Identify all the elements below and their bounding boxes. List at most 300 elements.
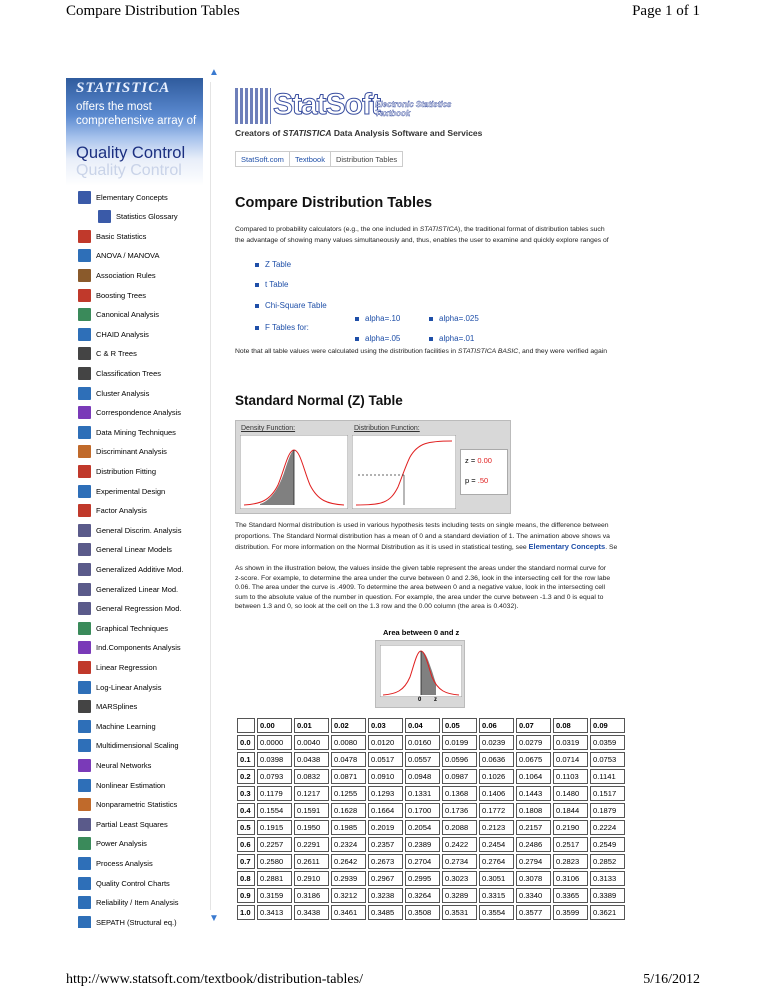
logo-grid-icon bbox=[235, 88, 271, 124]
rules-icon bbox=[78, 269, 91, 282]
tree-icon bbox=[78, 328, 91, 341]
ml-icon bbox=[78, 720, 91, 733]
loglinear-icon bbox=[78, 681, 91, 694]
z-table-cell: 0.1179 bbox=[257, 786, 292, 801]
sidebar-item-label: Reliability / Item Analysis bbox=[96, 898, 179, 908]
z-table-cell: 0.0596 bbox=[442, 752, 477, 767]
z-table-cell: 0.1141 bbox=[590, 769, 625, 784]
table-row bbox=[237, 803, 625, 818]
correspondence-icon bbox=[78, 406, 91, 419]
table-row bbox=[237, 888, 625, 903]
sidebar-item-label: Neural Networks bbox=[96, 760, 152, 770]
tree-icon bbox=[78, 367, 91, 380]
z-table-cell: 0.3133 bbox=[590, 871, 625, 886]
z-table-cell: 0.3485 bbox=[368, 905, 403, 920]
sidebar-item[interactable] bbox=[78, 325, 149, 343]
z-table-cell: 0.3106 bbox=[553, 871, 588, 886]
z-table-cell: 0.1772 bbox=[479, 803, 514, 818]
z-table-row-header: 0.0 bbox=[237, 735, 255, 750]
sidebar-item-label: Power Analysis bbox=[96, 839, 147, 849]
z-table-header-row bbox=[237, 718, 625, 733]
graph-icon bbox=[78, 622, 91, 635]
z-table-cell: 0.2580 bbox=[257, 854, 292, 869]
sidebar-item[interactable] bbox=[78, 580, 178, 598]
breadcrumb-current: Distribution Tables bbox=[335, 155, 398, 164]
para2-l3: 0.06. The area under the curve is .4909. To determine the area between 0 and a negative value, look in the intersecting cell bbox=[235, 584, 606, 591]
sidebar-item[interactable] bbox=[78, 658, 157, 676]
z-table-cell: 0.2910 bbox=[294, 871, 329, 886]
print-footer-date: 5/16/2012 bbox=[643, 972, 700, 987]
z-table-column-header: 0.07 bbox=[516, 718, 551, 733]
distribution-function-label: Distribution Function: bbox=[354, 425, 420, 432]
z-table-cell: 0.2324 bbox=[331, 837, 366, 852]
sidebar-item-label: Process Analysis bbox=[96, 858, 153, 868]
sidebar-item-label: Log-Linear Analysis bbox=[96, 682, 162, 692]
gda-icon bbox=[78, 524, 91, 537]
table-row bbox=[237, 905, 625, 920]
para2-l2: z-score. For example, to determine the area under the curve between 0 and 2.36, look in the intersecting cell for the row labe bbox=[235, 574, 611, 582]
intro-l1c: ), the traditional format of distribution tables such bbox=[458, 226, 605, 233]
z-table-cell: 0.3461 bbox=[331, 905, 366, 920]
z-table-cell: 0.3554 bbox=[479, 905, 514, 920]
z-table-cell: 0.3315 bbox=[479, 888, 514, 903]
z-table-cell: 0.0753 bbox=[590, 752, 625, 767]
z-table-cell: 0.2157 bbox=[516, 820, 551, 835]
alpha-025-link[interactable]: alpha=.025 bbox=[429, 314, 479, 323]
sidebar-item-label: CHAID Analysis bbox=[96, 329, 149, 339]
z-table-cell: 0.0120 bbox=[368, 735, 403, 750]
nonparametric-icon bbox=[78, 798, 91, 811]
z-table-cell: 0.3264 bbox=[405, 888, 440, 903]
z-table-row-header: 0.6 bbox=[237, 837, 255, 852]
z-table-column-header: 0.08 bbox=[553, 718, 588, 733]
sidebar-item-label: Factor Analysis bbox=[96, 506, 147, 516]
sidebar-item[interactable] bbox=[78, 364, 161, 382]
z-table-cell: 0.1368 bbox=[442, 786, 477, 801]
z-table-cell: 0.0000 bbox=[257, 735, 292, 750]
sidebar-item[interactable] bbox=[78, 835, 147, 853]
z-table-cell: 0.1591 bbox=[294, 803, 329, 818]
print-header-page: Page 1 of 1 bbox=[632, 3, 700, 19]
z-table-cell: 0.3186 bbox=[294, 888, 329, 903]
density-plot bbox=[240, 435, 348, 509]
z-table-cell: 0.1808 bbox=[516, 803, 551, 818]
z-table-cell: 0.1026 bbox=[479, 769, 514, 784]
print-header bbox=[0, 0, 768, 30]
para2-l5: between 1.3 and 0, so look at the cell on the 1.3 row and the 0.00 column (the area is 0.4032). bbox=[235, 603, 519, 610]
z-table-cell: 0.3159 bbox=[257, 888, 292, 903]
sidebar-item[interactable] bbox=[78, 619, 168, 637]
z-table-cell: 0.0910 bbox=[368, 769, 403, 784]
book-icon bbox=[98, 210, 111, 223]
sidebar-item[interactable] bbox=[78, 404, 181, 422]
tree-icon bbox=[78, 347, 91, 360]
sidebar-item[interactable] bbox=[78, 737, 179, 755]
sidebar-item[interactable] bbox=[78, 345, 137, 363]
z-table-cell: 0.2642 bbox=[331, 854, 366, 869]
banner-brand: STATISTICA bbox=[76, 80, 171, 96]
distribution-applet[interactable] bbox=[235, 420, 511, 514]
p-readout-label: p = bbox=[465, 476, 476, 485]
z-table-cell: 0.0319 bbox=[553, 735, 588, 750]
z-table-column-header: 0.03 bbox=[368, 718, 403, 733]
ica-icon bbox=[78, 641, 91, 654]
z-table-cell: 0.0557 bbox=[405, 752, 440, 767]
z-table-cell: 0.0040 bbox=[294, 735, 329, 750]
process-icon bbox=[78, 857, 91, 870]
breadcrumb-statsoft[interactable]: StatSoft.com bbox=[236, 152, 290, 166]
sidebar-item-label: SEPATH (Structural eq.) bbox=[96, 917, 177, 927]
z-table-cell: 0.1331 bbox=[405, 786, 440, 801]
sidebar-item[interactable] bbox=[78, 874, 170, 892]
z-table-cell: 0.2611 bbox=[294, 854, 329, 869]
z-table-cell: 0.0636 bbox=[479, 752, 514, 767]
sidebar-item-label: Elementary Concepts bbox=[96, 192, 168, 202]
z-table-cell: 0.0398 bbox=[257, 752, 292, 767]
z-table-cell: 0.2257 bbox=[257, 837, 292, 852]
statsoft-logo[interactable] bbox=[235, 88, 465, 128]
scrollbar-track[interactable] bbox=[210, 82, 218, 910]
z-table-row-header: 0.8 bbox=[237, 871, 255, 886]
sidebar-item-label: Ind.Components Analysis bbox=[96, 643, 181, 653]
sidebar-item-label: Nonlinear Estimation bbox=[96, 780, 166, 790]
mining-icon bbox=[78, 426, 91, 439]
breadcrumb bbox=[235, 151, 403, 167]
z-table-cell: 0.1293 bbox=[368, 786, 403, 801]
area-figure bbox=[375, 640, 465, 708]
z-table-row-header: 1.0 bbox=[237, 905, 255, 920]
sidebar-item[interactable] bbox=[78, 913, 177, 928]
sidebar-item-label: General Discrim. Analysis bbox=[96, 525, 182, 535]
sidebar-item-label: Graphical Techniques bbox=[96, 623, 168, 633]
para1-l3a: distribution. For more information on the Normal Distribution as it is used in statistical testing, see bbox=[235, 544, 529, 551]
gam-icon bbox=[78, 563, 91, 576]
mds-icon bbox=[78, 739, 91, 752]
z-table-cell: 0.0987 bbox=[442, 769, 477, 784]
z-table-cell: 0.1103 bbox=[553, 769, 588, 784]
banner-headline: Quality Control bbox=[76, 144, 186, 162]
elementary-concepts-link[interactable]: Elementary Concepts bbox=[528, 542, 606, 551]
z-table-cell: 0.0279 bbox=[516, 735, 551, 750]
z-table-cell: 0.0359 bbox=[590, 735, 625, 750]
chart-icon bbox=[78, 230, 91, 243]
sidebar-item-label: Machine Learning bbox=[96, 721, 156, 731]
sidebar-item-label: Canonical Analysis bbox=[96, 310, 159, 320]
z-readout bbox=[465, 456, 492, 465]
density-function-label: Density Function: bbox=[241, 425, 296, 432]
para2-l1: As shown in the illustration below, the values inside the given table represent the areas under the standard normal curve for bbox=[235, 565, 607, 572]
intro-l1b: STATISTICA bbox=[419, 226, 459, 233]
z-table-cell: 0.2734 bbox=[442, 854, 477, 869]
sidebar-item[interactable] bbox=[78, 188, 168, 206]
z-table-cell: 0.3365 bbox=[553, 888, 588, 903]
z-table-cell: 0.3023 bbox=[442, 871, 477, 886]
sidebar-item-label: MARSplines bbox=[96, 702, 138, 712]
standard-normal-description bbox=[235, 521, 702, 554]
sidebar-item[interactable] bbox=[78, 384, 149, 402]
sidebar-item[interactable] bbox=[78, 266, 156, 284]
table-row bbox=[237, 786, 625, 801]
sidebar-item[interactable] bbox=[78, 286, 146, 304]
sidebar bbox=[66, 68, 221, 928]
logo-name: StatSoft bbox=[273, 88, 380, 121]
p-readout bbox=[465, 476, 488, 485]
z-table-cell: 0.3508 bbox=[405, 905, 440, 920]
table-row bbox=[237, 820, 625, 835]
z-table-cell: 0.1480 bbox=[553, 786, 588, 801]
z-table-cell: 0.2357 bbox=[368, 837, 403, 852]
sidebar-item-label: Classification Trees bbox=[96, 368, 162, 378]
z-table-cell: 0.2673 bbox=[368, 854, 403, 869]
grid-icon bbox=[78, 249, 91, 262]
sidebar-item[interactable] bbox=[78, 521, 181, 539]
sidebar-item-label: Statistics Glossary bbox=[116, 212, 178, 222]
z-readout-label: z = bbox=[465, 456, 476, 465]
area-plot bbox=[380, 645, 462, 697]
z-table-row-header: 0.5 bbox=[237, 820, 255, 835]
sidebar-item-label: Association Rules bbox=[96, 270, 156, 280]
z-table-cell: 0.1517 bbox=[590, 786, 625, 801]
sidebar-item-label: Linear Regression bbox=[96, 662, 157, 672]
main-content bbox=[235, 68, 702, 948]
sidebar-item[interactable] bbox=[78, 443, 167, 461]
sidebar-item-label: Experimental Design bbox=[96, 486, 166, 496]
sidebar-item[interactable] bbox=[98, 208, 178, 226]
z-table-cell: 0.3621 bbox=[590, 905, 625, 920]
z-table-cell: 0.2088 bbox=[442, 820, 477, 835]
tree-icon bbox=[78, 289, 91, 302]
note-b: STATISTICA BASIC bbox=[457, 348, 519, 355]
sidebar-item-label: Discriminant Analysis bbox=[96, 447, 167, 457]
glm-icon bbox=[78, 543, 91, 556]
sidebar-item[interactable] bbox=[78, 678, 161, 696]
sidebar-item-label: Distribution Fitting bbox=[96, 466, 157, 476]
z-table-cell: 0.1700 bbox=[405, 803, 440, 818]
z-table-cell: 0.2764 bbox=[479, 854, 514, 869]
power-icon bbox=[78, 837, 91, 850]
z-table-cell: 0.2054 bbox=[405, 820, 440, 835]
statistica-banner[interactable] bbox=[66, 78, 203, 186]
t-table-link[interactable]: t Table bbox=[255, 280, 288, 289]
sidebar-item-label: General Regression Mod. bbox=[96, 604, 182, 614]
z-readout-value[interactable]: 0.00 bbox=[477, 456, 492, 465]
sidebar-item-label: C & R Trees bbox=[96, 349, 137, 359]
sidebar-item[interactable] bbox=[78, 227, 146, 245]
print-header-title: Compare Distribution Tables bbox=[66, 3, 240, 19]
sidebar-item[interactable] bbox=[78, 776, 165, 794]
z-table-cell: 0.1628 bbox=[331, 803, 366, 818]
table-row bbox=[237, 871, 625, 886]
z-table-column-header: 0.06 bbox=[479, 718, 514, 733]
nonlinear-icon bbox=[78, 779, 91, 792]
distribution-plot bbox=[352, 435, 456, 509]
sidebar-item-label: Multidimensional Scaling bbox=[96, 741, 179, 751]
sidebar-item[interactable] bbox=[78, 306, 159, 324]
z-table-cell: 0.1844 bbox=[553, 803, 588, 818]
creators-suffix: Data Analysis Software and Services bbox=[331, 128, 483, 138]
table-row bbox=[237, 837, 625, 852]
para2-l4: sum to the absolute value of the number in question. For example, the area under the curve between -1.3 and 0 is equal to bbox=[235, 593, 604, 601]
z-table-cell: 0.3289 bbox=[442, 888, 477, 903]
sidebar-item-label: Generalized Linear Mod. bbox=[96, 584, 179, 594]
sidebar-item[interactable] bbox=[78, 796, 177, 814]
area-figure-title: Area between 0 and z bbox=[383, 628, 460, 637]
z-table-cell: 0.0517 bbox=[368, 752, 403, 767]
z-table-cell: 0.1915 bbox=[257, 820, 292, 835]
breadcrumb-textbook[interactable]: Textbook bbox=[290, 152, 331, 166]
f-tables-label: F Tables for: bbox=[255, 323, 309, 332]
logo-tagline: Electronic Statistics Textbook bbox=[375, 100, 452, 118]
gzlm-icon bbox=[78, 583, 91, 596]
sidebar-item[interactable] bbox=[78, 482, 165, 500]
z-table-row-header: 0.4 bbox=[237, 803, 255, 818]
z-table-cell: 0.1736 bbox=[442, 803, 477, 818]
z-table-cell: 0.1406 bbox=[479, 786, 514, 801]
sidebar-item[interactable] bbox=[78, 854, 153, 872]
intro-l2: the advantage of showing many values simultaneously and, thus, enables the user to examine and quickly explore ranges of bbox=[235, 237, 609, 244]
discriminant-icon bbox=[78, 445, 91, 458]
z-table-cell: 0.2291 bbox=[294, 837, 329, 852]
z-table-row-header: 0.7 bbox=[237, 854, 255, 869]
sidebar-item-label: ANOVA / MANOVA bbox=[96, 251, 160, 261]
banner-reflection: Quality Control bbox=[76, 162, 182, 179]
z-table-cell: 0.1879 bbox=[590, 803, 625, 818]
fitting-icon bbox=[78, 465, 91, 478]
z-table-link[interactable]: Z Table bbox=[255, 260, 291, 269]
print-footer-url: http://www.statsoft.com/textbook/distribution-tables/ bbox=[66, 972, 363, 987]
z-table-cell: 0.0160 bbox=[405, 735, 440, 750]
z-table-cell: 0.0871 bbox=[331, 769, 366, 784]
alpha-05-link[interactable]: alpha=.05 bbox=[355, 334, 400, 343]
z-table-cell: 0.3078 bbox=[516, 871, 551, 886]
p-readout-value[interactable]: .50 bbox=[477, 476, 489, 485]
z-table-cell: 0.3413 bbox=[257, 905, 292, 920]
regression-icon bbox=[78, 661, 91, 674]
z-table-cell: 0.2995 bbox=[405, 871, 440, 886]
z-table-cell: 0.0080 bbox=[331, 735, 366, 750]
z-table-cell: 0.2967 bbox=[368, 871, 403, 886]
alpha-01-link[interactable]: alpha=.01 bbox=[429, 334, 474, 343]
z-table-column-header: 0.02 bbox=[331, 718, 366, 733]
z-table-cell: 0.2123 bbox=[479, 820, 514, 835]
sidebar-item[interactable] bbox=[78, 756, 151, 774]
pls-icon bbox=[78, 818, 91, 831]
z-table-cell: 0.0478 bbox=[331, 752, 366, 767]
sidebar-item-label: Correspondence Analysis bbox=[96, 408, 182, 418]
z-table-cell: 0.2881 bbox=[257, 871, 292, 886]
z-p-readout bbox=[460, 449, 508, 495]
sidebar-item-label: General Linear Models bbox=[96, 545, 172, 555]
banner-text bbox=[76, 100, 203, 128]
alpha-10-link[interactable]: alpha=.10 bbox=[355, 314, 400, 323]
sidebar-item-label: Cluster Analysis bbox=[96, 388, 150, 398]
grm-icon bbox=[78, 602, 91, 615]
design-icon bbox=[78, 485, 91, 498]
sidebar-item[interactable] bbox=[78, 502, 147, 520]
z-table-cell: 0.2486 bbox=[516, 837, 551, 852]
z-table-cell: 0.1950 bbox=[294, 820, 329, 835]
z-table-cell: 0.2517 bbox=[553, 837, 588, 852]
sidebar-item[interactable] bbox=[78, 247, 160, 265]
sidebar-item[interactable] bbox=[78, 815, 168, 833]
sidebar-item[interactable] bbox=[78, 698, 137, 716]
sidebar-item[interactable] bbox=[78, 639, 181, 657]
sidebar-item-label: Partial Least Squares bbox=[96, 819, 168, 829]
z-table-row-header: 0.9 bbox=[237, 888, 255, 903]
sidebar-item[interactable] bbox=[78, 894, 179, 912]
para1-l2: proportions. The Standard Normal distribution has a mean of 0 and a standard deviation of 1. The animation above shows va bbox=[235, 532, 610, 540]
sidebar-item[interactable] bbox=[78, 423, 176, 441]
sepath-icon bbox=[78, 916, 91, 928]
area-z-label: z bbox=[434, 697, 437, 703]
z-table-cell: 0.0714 bbox=[553, 752, 588, 767]
z-table-cell: 0.3438 bbox=[294, 905, 329, 920]
intro-l1a: Compared to probability calculators (e.g., the one included in bbox=[235, 226, 420, 233]
z-table-column-header: 0.05 bbox=[442, 718, 477, 733]
chi-square-table-link[interactable]: Chi-Square Table bbox=[255, 301, 327, 310]
note-a: Note that all table values were calculated using the distribution facilities in bbox=[235, 348, 458, 355]
z-table-cell: 0.1064 bbox=[516, 769, 551, 784]
sidebar-item[interactable] bbox=[78, 717, 156, 735]
z-table-cell: 0.1985 bbox=[331, 820, 366, 835]
z-table-column-header: 0.00 bbox=[257, 718, 292, 733]
creators-brand: STATISTICA bbox=[282, 128, 332, 138]
z-table-cell: 0.1664 bbox=[368, 803, 403, 818]
banner-line1: offers the most bbox=[76, 101, 152, 113]
sidebar-item-label: Nonparametric Statistics bbox=[96, 800, 178, 810]
z-table-cell: 0.0239 bbox=[479, 735, 514, 750]
z-table-column-header: 0.04 bbox=[405, 718, 440, 733]
book-icon bbox=[78, 191, 91, 204]
z-table-column-header: 0.09 bbox=[590, 718, 625, 733]
z-table-cell: 0.2549 bbox=[590, 837, 625, 852]
table-row bbox=[237, 752, 625, 767]
sidebar-item[interactable] bbox=[78, 600, 181, 618]
z-table-row-header: 0.3 bbox=[237, 786, 255, 801]
z-table-cell: 0.3238 bbox=[368, 888, 403, 903]
sidebar-item[interactable] bbox=[78, 560, 184, 578]
z-table-corner bbox=[237, 718, 255, 733]
canonical-icon bbox=[78, 308, 91, 321]
sidebar-item-label: Quality Control Charts bbox=[96, 878, 170, 888]
z-table-cell: 0.0832 bbox=[294, 769, 329, 784]
mars-icon bbox=[78, 700, 91, 713]
z-table-cell: 0.1217 bbox=[294, 786, 329, 801]
z-table-cell: 0.1255 bbox=[331, 786, 366, 801]
para1-l1: The Standard Normal distribution is used in various hypothesis tests including tests on single means, the difference between bbox=[235, 522, 609, 529]
note-c: , and they were verified again bbox=[518, 348, 608, 355]
cluster-icon bbox=[78, 387, 91, 400]
z-table-cell: 0.0793 bbox=[257, 769, 292, 784]
reliability-icon bbox=[78, 896, 91, 909]
z-table-cell: 0.3212 bbox=[331, 888, 366, 903]
z-table bbox=[235, 716, 627, 922]
scroll-up-arrow-icon[interactable]: ▲ bbox=[209, 68, 219, 78]
scroll-down-arrow-icon[interactable]: ▼ bbox=[209, 913, 219, 924]
sidebar-item[interactable] bbox=[78, 462, 156, 480]
intro-text bbox=[235, 224, 702, 246]
z-table-cell: 0.3531 bbox=[442, 905, 477, 920]
z-table-cell: 0.2704 bbox=[405, 854, 440, 869]
z-table-cell: 0.3577 bbox=[516, 905, 551, 920]
sidebar-item-label: Generalized Additive Mod. bbox=[96, 564, 184, 574]
z-table-cell: 0.2454 bbox=[479, 837, 514, 852]
z-table-row-header: 0.1 bbox=[237, 752, 255, 767]
sidebar-item[interactable] bbox=[78, 541, 172, 559]
z-table-cell: 0.3599 bbox=[553, 905, 588, 920]
z-table-cell: 0.0675 bbox=[516, 752, 551, 767]
note-text bbox=[235, 348, 607, 355]
